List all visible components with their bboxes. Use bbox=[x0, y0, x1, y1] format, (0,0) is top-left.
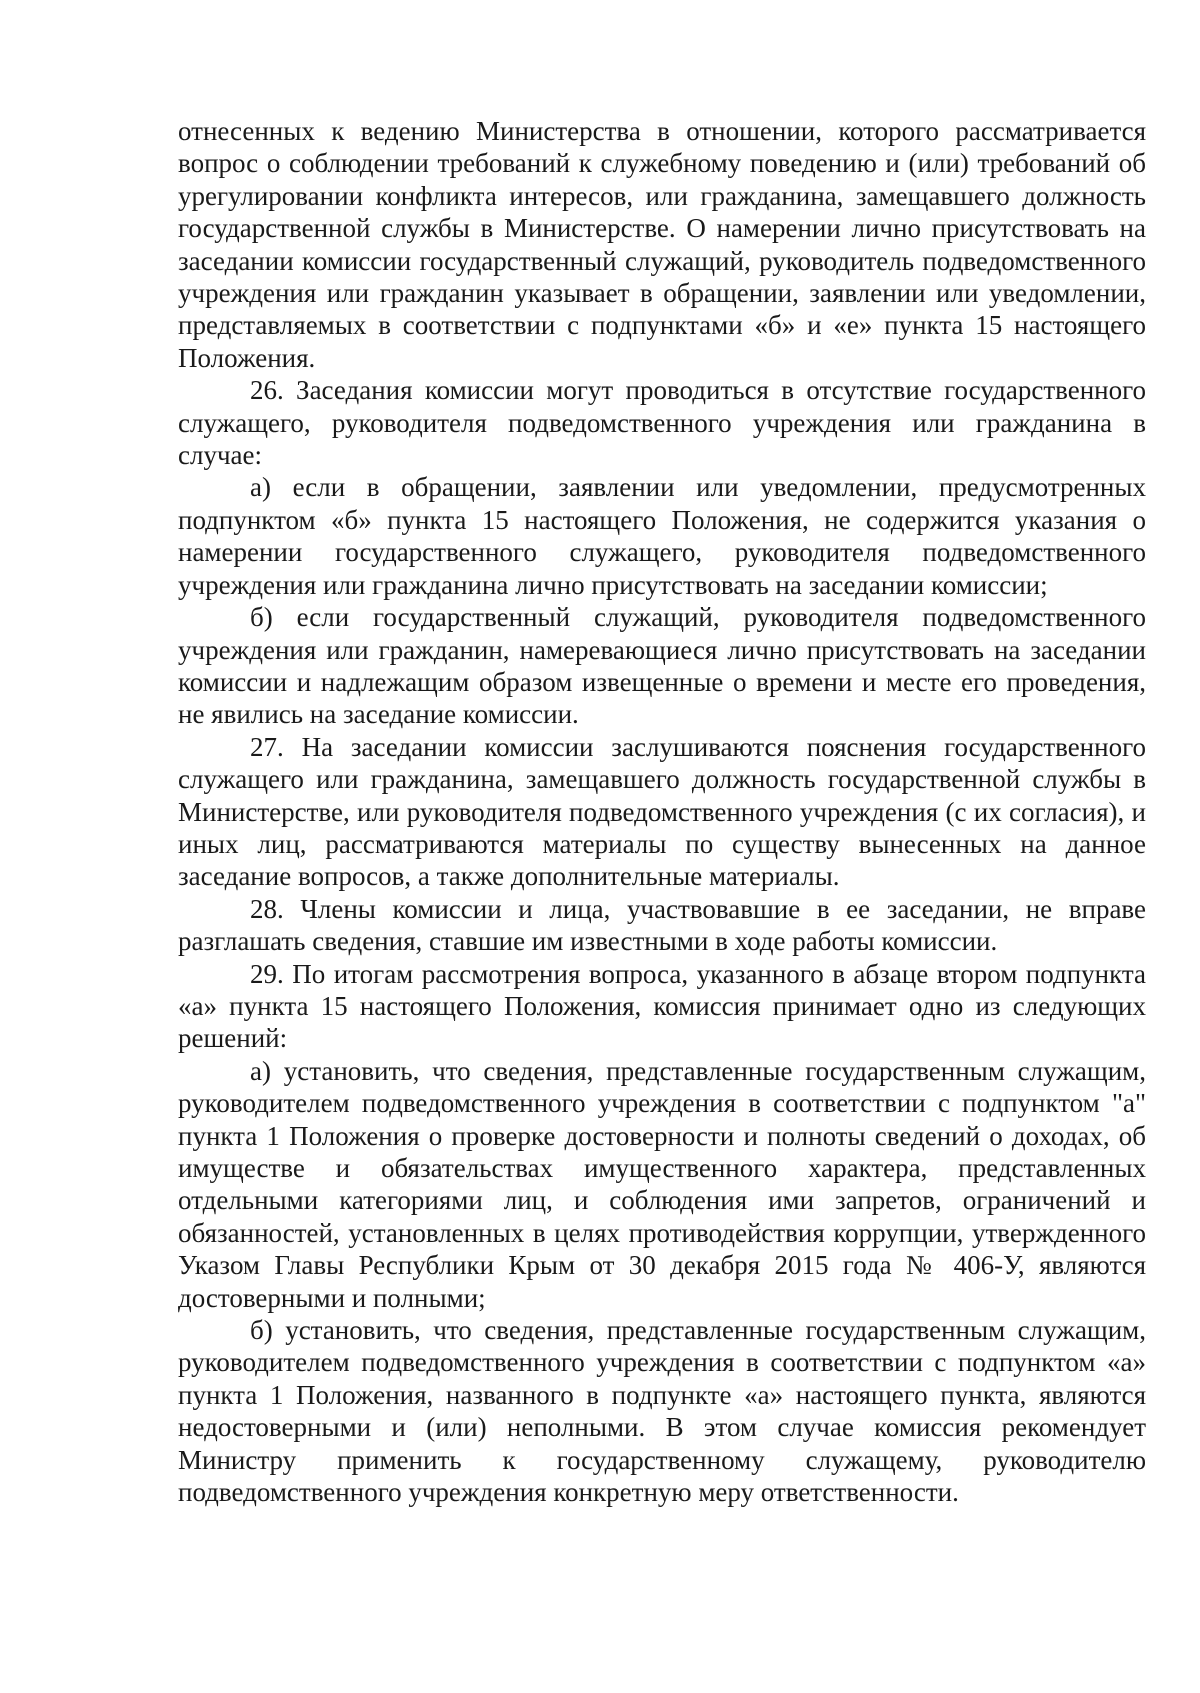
paragraph-28: 28. Члены комиссии и лица, участвовавшие в ее заседании, не вправе разглашать сведения, ставшие им известными в ходе работы комиссии. bbox=[178, 893, 1146, 957]
paragraph-26: 26. Заседания комиссии могут проводиться в отсутствие государственного служащего, руководителя подведомственного учреждения или гражданина в случае: bbox=[178, 375, 1146, 471]
document-body bbox=[178, 115, 1146, 1508]
paragraph-29-a: а) установить, что сведения, представленные государственным служащим, руководителем подведомственного учреждения в соответствии с подпунктом "а" пункта 1 Положения о проверке достоверности и полноты сведений о доходах, об имуществе и обязательствах имущественного характера, представленных отдельными категориями лиц, и соблюдения ими запретов, ограничений и обязанностей, установленных в целях противодействия коррупции, утвержденного Указом Главы Республики Крым от 30 декабря 2015 года № 406-У, являются достоверными и полными; bbox=[178, 1055, 1146, 1313]
paragraph-27: 27. На заседании комиссии заслушиваются пояснения государственного служащего или гражданина, замещавшего должность государственной службы в Министерстве, или руководителя подведомственного учреждения (с их согласия), и иных лиц, рассматриваются материалы по существу вынесенных на данное заседание вопросов, а также дополнительные материалы. bbox=[178, 731, 1146, 892]
paragraph-29-b: б) установить, что сведения, представленные государственным служащим, руководителем подведомственного учреждения в соответствии с подпунктом «а» пункта 1 Положения, названного в подпункте «а» настоящего пункта, являются недостоверными и (или) неполными. В этом случае комиссия рекомендует Министру применить к государственному служащему, руководителю подведомственного учреждения конкретную меру ответственности. bbox=[178, 1315, 1146, 1508]
paragraph-continuation: отнесенных к ведению Министерства в отношении, которого рассматривается вопрос о соблюдении требований к служебному поведению и (или) требований об урегулировании конфликта интересов, или гражданина, замещавшего должность государственной службы в Министерстве. О намерении лично присутствовать на заседании комиссии государственный служащий, руководитель подведомственного учреждения или гражданин указывает в обращении, заявлении или уведомлении, представляемых в соответствии с подпунктами «б» и «е» пункта 15 настоящего Положения. bbox=[178, 116, 1146, 373]
paragraph-29: 29. По итогам рассмотрения вопроса, указанного в абзаце втором подпункта «а» пункта 15 настоящего Положения, комиссия принимает одно из следующих решений: bbox=[178, 958, 1146, 1054]
paragraph-26-a: а) если в обращении, заявлении или уведомлении, предусмотренных подпунктом «б» пункта 15 настоящего Положения, не содержится указания о намерении государственного служащего, руководителя подведомственного учреждения или гражданина лично присутствовать на заседании комиссии; bbox=[178, 472, 1146, 600]
paragraph-26-b: б) если государственный служащий, руководителя подведомственного учреждения или гражданин, намеревающиеся лично присутствовать на заседании комиссии и надлежащим образом извещенные о времени и месте его проведения, не явились на заседание комиссии. bbox=[178, 602, 1146, 730]
